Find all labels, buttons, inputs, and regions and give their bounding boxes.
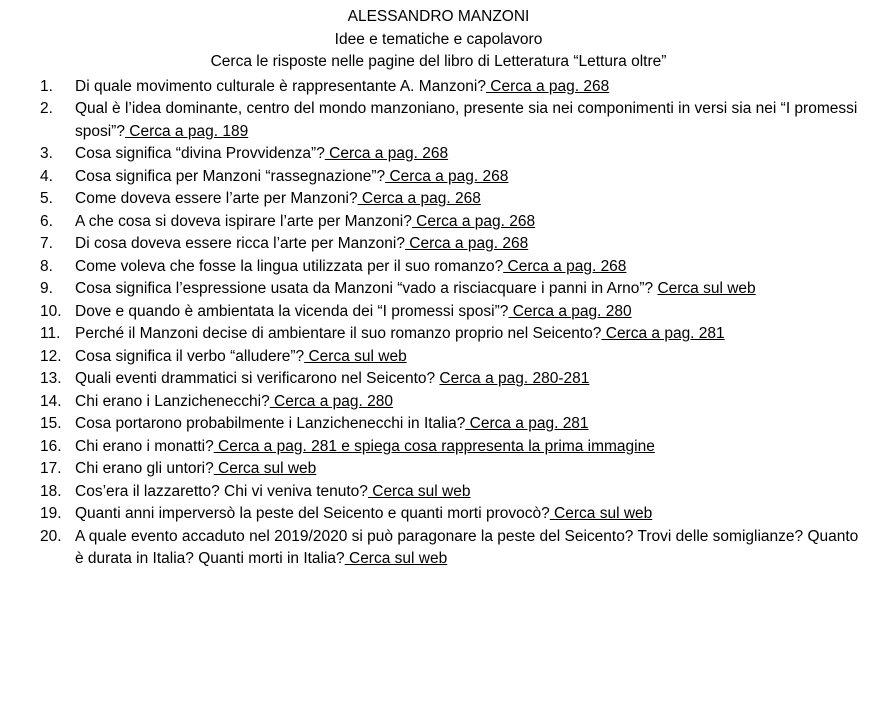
question-number: 10. xyxy=(40,302,62,320)
question-number: 16. xyxy=(40,437,62,455)
question-link[interactable]: Cerca a pag. 281 xyxy=(465,415,589,432)
question-number: 3. xyxy=(40,145,53,162)
question-link[interactable]: Cerca sul web xyxy=(657,280,756,297)
question-item xyxy=(0,98,877,143)
question-text: Chi erano i monatti? xyxy=(75,437,214,455)
question-number: 9. xyxy=(40,280,53,297)
question-link[interactable]: Cerca a pag. 268 xyxy=(503,257,627,275)
document-title: ALESSANDRO MANZONI xyxy=(347,8,530,25)
question-item xyxy=(0,503,877,526)
question-number: 12. xyxy=(40,347,62,365)
question-number: 1. xyxy=(40,77,53,95)
question-number: 20. xyxy=(40,527,62,545)
question-item xyxy=(0,458,877,481)
document-subtitle: Idee e tematiche e capolavoro xyxy=(334,30,543,48)
question-item xyxy=(0,76,877,99)
question-link[interactable]: Cerca sul web xyxy=(213,460,317,477)
question-text: Cosa significa l’espressione usata da Manzoni “vado a risciacquare i panni in Arno”? xyxy=(75,280,658,297)
question-item xyxy=(0,346,877,369)
question-text: Di quale movimento culturale è rappresentante A. Manzoni? xyxy=(75,77,486,95)
question-link[interactable]: Cerca a pag. 280-281 xyxy=(439,370,590,387)
question-text: Dove e quando è ambientata la vicenda dei “I promessi sposi”? xyxy=(75,302,509,320)
question-number: 6. xyxy=(40,212,53,230)
document-instruction: Cerca le risposte nelle pagine del libro di Letteratura “Lettura oltre” xyxy=(210,53,667,70)
question-number: 18. xyxy=(40,482,62,500)
question-item xyxy=(0,211,877,234)
question-number: 11. xyxy=(40,325,61,342)
question-text: Chi erano gli untori? xyxy=(75,460,214,477)
question-number: 5. xyxy=(40,190,53,207)
question-item xyxy=(0,391,877,414)
question-item xyxy=(0,166,877,189)
question-item xyxy=(0,256,877,279)
question-link[interactable]: Cerca a pag. 189 xyxy=(124,122,249,140)
question-text: A che cosa si doveva ispirare l’arte per Manzoni? xyxy=(75,212,412,230)
question-item xyxy=(0,143,877,166)
question-link[interactable]: Cerca sul web xyxy=(367,482,471,500)
question-number: 8. xyxy=(40,257,53,275)
question-link[interactable]: Cerca sul web xyxy=(344,550,448,567)
question-text: Cosa portarono probabilmente i Lanzichenecchi in Italia? xyxy=(75,415,466,432)
question-list xyxy=(0,76,877,571)
question-text: Come voleva che fosse la lingua utilizzata per il suo romanzo? xyxy=(75,257,504,275)
question-number: 7. xyxy=(40,235,53,252)
question-text: Quali eventi drammatici si verificarono nel Seicento? xyxy=(75,370,440,387)
question-link[interactable]: Cerca a pag. 280 xyxy=(269,392,393,410)
question-number: 15. xyxy=(40,415,62,432)
question-number: 17. xyxy=(40,460,62,477)
question-text: A quale evento accaduto nel 2019/2020 si può paragonare la peste del Seicento? Trovi delle somiglianze? Quanto è durata in Italia? Quanti morti in Italia? xyxy=(75,527,859,567)
question-link[interactable]: Cerca a pag. 281 xyxy=(601,325,725,342)
question-link[interactable]: Cerca a pag. 281 e spiega cosa rappresenta la prima immagine xyxy=(213,437,655,455)
question-link[interactable]: Cerca sul web xyxy=(304,347,407,365)
question-text: Quanti anni imperversò la peste del Seicento e quanti morti provocò? xyxy=(75,505,550,522)
question-number: 19. xyxy=(40,505,62,522)
question-item xyxy=(0,278,877,301)
question-text: Cosa significa “divina Provvidenza”? xyxy=(75,145,325,162)
question-number: 13. xyxy=(40,370,62,387)
question-link[interactable]: Cerca sul web xyxy=(549,505,653,522)
question-text: Cosa significa per Manzoni “rassegnazione”? xyxy=(75,167,386,185)
question-item xyxy=(0,188,877,211)
question-text: Chi erano i Lanzichenecchi? xyxy=(75,392,270,410)
question-number: 4. xyxy=(40,167,53,185)
question-link[interactable]: Cerca a pag. 268 xyxy=(486,77,610,95)
question-link[interactable]: Cerca a pag. 268 xyxy=(357,190,481,207)
question-link[interactable]: Cerca a pag. 268 xyxy=(404,235,529,252)
question-item xyxy=(0,368,877,391)
question-text: Qual è l’idea dominante, centro del mondo manzoniano, presente sia nei componimenti in versi sia nei “I promessi sposi”? xyxy=(75,100,858,140)
question-link[interactable]: Cerca a pag. 268 xyxy=(411,212,536,230)
question-link[interactable]: Cerca a pag. 268 xyxy=(385,167,509,185)
question-item xyxy=(0,481,877,504)
question-text: Perché il Manzoni decise di ambientare il suo romanzo proprio nel Seicento? xyxy=(75,325,602,342)
question-item xyxy=(0,526,877,571)
question-text: Di cosa doveva essere ricca l’arte per Manzoni? xyxy=(75,235,405,252)
question-link[interactable]: Cerca a pag. 280 xyxy=(508,302,632,320)
question-text: Cosa significa il verbo “alludere”? xyxy=(75,347,305,365)
question-item xyxy=(0,233,877,256)
question-item xyxy=(0,436,877,459)
question-item xyxy=(0,413,877,436)
question-text: Come doveva essere l’arte per Manzoni? xyxy=(75,190,358,207)
question-item xyxy=(0,301,877,324)
question-number: 2. xyxy=(40,100,53,117)
question-number: 14. xyxy=(40,392,62,410)
question-text: Cos’era il lazzaretto? Chi vi veniva tenuto? xyxy=(75,482,368,500)
question-item xyxy=(0,323,877,346)
question-link[interactable]: Cerca a pag. 268 xyxy=(324,145,449,162)
